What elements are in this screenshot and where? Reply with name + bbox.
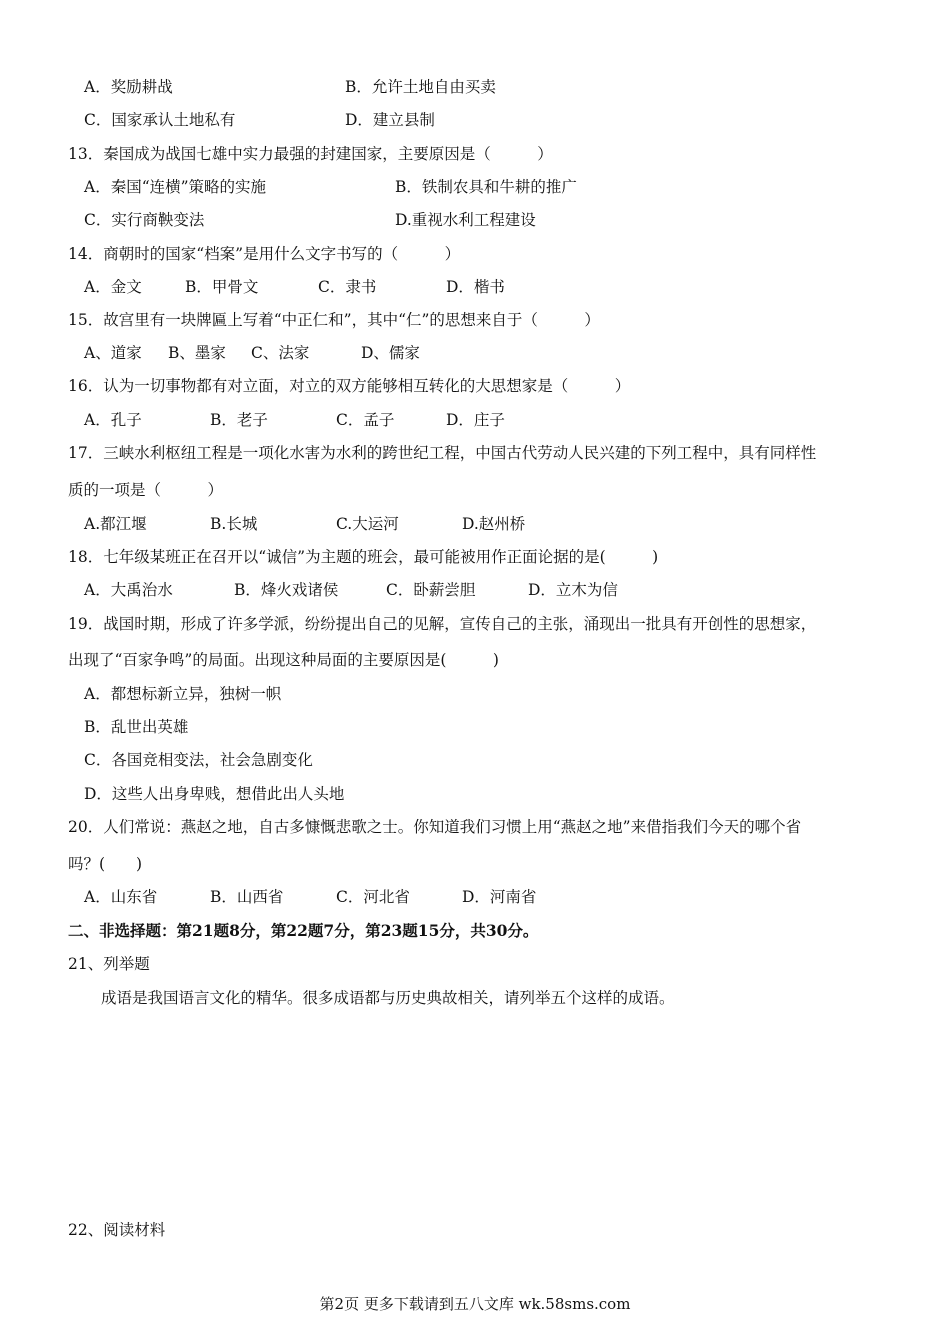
q21-body: 成语是我国语言文化的精华。很多成语都与历史典故相关，请列举五个这样的成语。	[101, 989, 675, 1007]
q15-stem: 15．故宫里有一块牌匾上写着“中正仁和”，其中“仁”的思想来自于（ ）	[68, 311, 600, 329]
q14-option-c: C．隶书	[318, 278, 377, 296]
q14-option-b: B．甲骨文	[185, 278, 259, 296]
q20-stem-line2: 吗？( )	[68, 855, 143, 873]
q19-option-a: A．都想标新立异，独树一帜	[84, 685, 282, 703]
section-2-heading: 二、非选择题：第21题8分，第22题7分，第23题15分，共30分。	[68, 921, 539, 940]
q17-option-a: A.都江堰	[84, 515, 147, 533]
q13-option-b: B．铁制农具和牛耕的推广	[395, 178, 577, 196]
q14-option-d: D．楷书	[446, 278, 505, 296]
q13-stem: 13．秦国成为战国七雄中实力最强的封建国家，主要原因是（ ）	[68, 145, 553, 163]
q13-option-a: A．秦国“连横”策略的实施	[84, 178, 267, 196]
q17-option-d: D.赵州桥	[462, 515, 526, 533]
q19-stem-line1: 19．战国时期，形成了许多学派，纷纷提出自己的见解，宣传自己的主张，涌现出一批具有开创性的思想家，	[68, 615, 817, 633]
q12-option-c: C．国家承认土地私有	[84, 111, 236, 129]
q18-option-c: C．卧薪尝胆	[386, 581, 476, 599]
q20-stem-line1: 20．人们常说：燕赵之地，自古多慷慨悲歌之士。你知道我们习惯上用“燕赵之地”来借指我们今天的哪个省	[68, 818, 802, 836]
q18-option-d: D．立木为信	[528, 581, 618, 599]
q20-option-c: C．河北省	[336, 888, 410, 906]
q12-option-b: B．允许土地自由买卖	[345, 78, 496, 96]
q22-title: 22、阅读材料	[68, 1221, 166, 1239]
q17-option-b: B.长城	[210, 515, 258, 533]
q18-option-b: B．烽火戏诸侯	[234, 581, 339, 599]
q14-stem: 14．商朝时的国家“档案”是用什么文字书写的（ ）	[68, 245, 461, 263]
q21-title: 21、列举题	[68, 955, 150, 973]
q20-option-b: B．山西省	[210, 888, 284, 906]
q16-option-d: D．庄子	[446, 411, 505, 429]
q14-option-a: A．金文	[84, 278, 142, 296]
q16-option-c: C．孟子	[336, 411, 395, 429]
q15-option-d: D、儒家	[361, 344, 420, 362]
q18-stem: 18．七年级某班正在召开以“诚信”为主题的班会，最可能被用作正面论据的是( )	[68, 548, 659, 566]
q20-option-a: A．山东省	[84, 888, 158, 906]
q16-stem: 16．认为一切事物都有对立面，对立的双方能够相互转化的大思想家是（ ）	[68, 377, 631, 395]
q19-stem-line2: 出现了“百家争鸣”的局面。出现这种局面的主要原因是( )	[68, 651, 499, 669]
q17-option-c: C.大运河	[336, 515, 399, 533]
q15-option-b: B、墨家	[168, 344, 226, 362]
q20-option-d: D．河南省	[462, 888, 537, 906]
q19-option-c: C．各国竞相变法，社会急剧变化	[84, 751, 313, 769]
q12-option-a: A．奖励耕战	[84, 78, 173, 96]
q18-option-a: A．大禹治水	[84, 581, 173, 599]
q16-option-b: B．老子	[210, 411, 268, 429]
q17-stem-line1: 17．三峡水利枢纽工程是一项化水害为水利的跨世纪工程，中国古代劳动人民兴建的下列工程中，具有同样性	[68, 444, 817, 462]
q15-option-c: C、法家	[251, 344, 310, 362]
q16-option-a: A．孔子	[84, 411, 142, 429]
q15-option-a: A、道家	[84, 344, 142, 362]
q13-option-c: C．实行商鞅变法	[84, 211, 205, 229]
page-footer: 第2页 更多下载请到五八文库 wk.58sms.com	[319, 1295, 631, 1313]
q19-option-b: B．乱世出英雄	[84, 718, 189, 736]
q12-option-d: D．建立县制	[345, 111, 435, 129]
q17-stem-line2: 质的一项是（ ）	[68, 481, 224, 499]
q13-option-d: D.重视水利工程建设	[395, 211, 536, 229]
q19-option-d: D．这些人出身卑贱，想借此出人头地	[84, 785, 345, 803]
